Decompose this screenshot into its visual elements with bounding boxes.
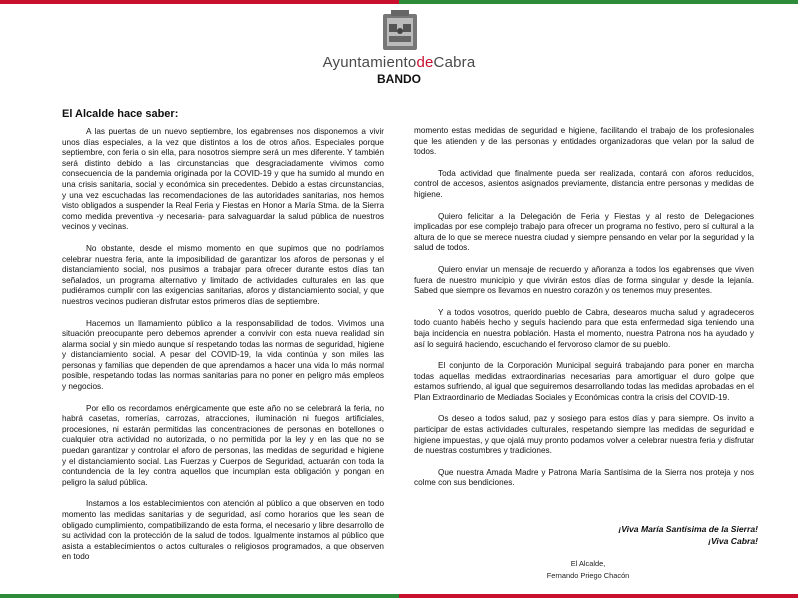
right-paragraph: Que nuestra Amada Madre y Patrona María Santísima de la Sierra nos proteja y nos colme con sus bendiciones.: [414, 467, 754, 488]
left-paragraph: Por ello os recordamos enérgicamente que este año no se celebrará la feria, no habrá casetas, romerías, carrozas, atracciones, iluminación ni fuegos artificiales, procesiones, ni estarán permitidas las concentraciones de personas en botellones o cualquier otra actividad no autorizada, o no permitida por la ley y en las que no se puedan garantizar y controlar el aforo de personas, las medidas de seguridad e higiene y el distanciamiento social. Las Fuerzas y Cuerpos de Seguridad, actuarán con toda la contundencia de la ley contra aquellos que incumplan esta obligación y pongan en peligro la salud pública.: [62, 403, 384, 487]
right-paragraph-continued: momento estas medidas de seguridad e higiene, facilitando el trabajo de los profesionales que les atienden y de las personas y entidades organizadoras que velan por la salud de todos.: [414, 126, 754, 157]
signature-block: [538, 558, 638, 582]
org-name-part2: de: [416, 54, 434, 71]
right-paragraph: Quiero felicitar a la Delegación de Feria y Fiestas y al resto de Delegaciones implicadas por ese complejo trabajo para ofrecer un programa no festivo, pero sí cultural a la altura de lo que se merece nuestra ciudad y siempre pensando en velar por la seguridad y la salud de todos.: [414, 211, 754, 253]
signature-role: El Alcalde,: [570, 559, 606, 568]
right-paragraph: Y a todos vosotros, querido pueblo de Cabra, desearos mucha salud y agradeceros todo cuanto habéis hecho y seguís haciendo para que esta enfermedad siga teniendo una baja incidencia en nuestra población. Hasta el momento, nuestra Patrona nos ha ayudado y así lo seguirá haciendo, escuchando el fervoroso clamor de su pueblo.: [414, 307, 754, 349]
top-flag-stripe: [0, 0, 798, 4]
heading: El Alcalde hace saber:: [62, 108, 179, 120]
right-paragraph: Quiero enviar un mensaje de recuerdo y añoranza a todos los egabrenses que viven fuera de nuestro municipio y que vivirán estos días de forma singular y desde la lejanía. Sabed que siempre os llevamos en nuestro corazón y os tenemos muy presentes.: [414, 264, 754, 296]
right-paragraph: Os deseo a todos salud, paz y sosiego para estos días y para siempre. Os invito a participar de estas actividades culturales, respetando siempre las medidas de seguridad e higiene impuestas, y que ojalá muy pronto podamos volver a celebrar nuestra feria y disfrutar de nuestras costumbres y tradiciones.: [414, 414, 754, 456]
signature-name: Fernando Priego Chacón: [546, 571, 630, 580]
left-paragraph: No obstante, desde el mismo momento en que supimos que no podríamos celebrar nuestra feria, ante la imposibilidad de garantizar los aforos de personas y el distanciamiento social, nos pusimos a trabajar para ofrecer durante estos días tan señalados, un programa alternativo y limitado de actividades culturales en las que pudiéramos cumplir con las exigencias sanitarias, aforos y distanciamiento social, y que nuestros vecinos pudieran disfrutar estos primeros días de septiembre.: [62, 243, 384, 306]
right-paragraph: Toda actividad que finalmente pueda ser realizada, contará con aforos reducidos, control de accesos, asientos asignados previamente, distancia entre personas y medidas de higiene.: [414, 168, 754, 199]
viva-line: ¡Viva María Santísima de la Sierra!: [618, 524, 758, 534]
left-paragraph: Hacemos un llamamiento público a la responsabilidad de todos. Vivimos una situación preocupante pero debemos aprender a convivir con esta nueva realidad sin alarma social y sin miedo aunque sí respetando todas las normas de seguridad, higiene y distanciamiento social. A pesar del COVID-19, la vida continúa y son miles las personas y familias que dependen de que aprendamos a hacer una vida lo más normal posible, respetando todas las normas sanitarias para no poner en peligro más empleos y negocios.: [62, 318, 384, 392]
right-paragraph: El conjunto de la Corporación Municipal seguirá trabajando para poner en marcha todas aquellas medidas extraordinarias necesarias para amortiguar el duro golpe que estamos sufriendo, al igual que seguiremos desarrollando todas las medidas aprobadas en el Plan Extraordinario de Mediadas Sociales y Económicas contra la crisis del COVID-19.: [414, 361, 754, 402]
coat-of-arms-icon: [377, 8, 423, 52]
doc-type: BANDO: [377, 72, 421, 86]
right-column: [414, 126, 754, 500]
bottom-flag-stripe: [0, 594, 798, 598]
left-paragraph: A las puertas de un nuevo septiembre, los egabrenses nos disponemos a vivir unos días especiales, a la vez que distintos a los de otros años. Especiales porque septiembre, con feria o sin ella, para nosotros siempre será un mes diferente. Y también será distinto debido a las circunstancias que desgraciadamente vivimos como consecuencia de la pandemia originada por la COVID-19 y que ha sumido al mundo en una crisis sanitaria, social y económica sin precedentes. Debido a estas circunstancias, y una vez escuchadas las recomendaciones de las autoridades sanitarias, nos hemos visto obligados a suspender la Real Feria y Fiestas en Honor a María Stma. de la Sierra como medida preventiva -y necesaria- para salvaguardar la salud pública de nuestros vecinos y vecinas.: [62, 127, 384, 232]
org-name-part1: Ayuntamiento: [322, 54, 417, 71]
org-name-part3: Cabra: [433, 54, 476, 71]
closing-vivas: [414, 523, 758, 547]
org-name: [0, 54, 798, 71]
viva-line: ¡Viva Cabra!: [708, 536, 758, 546]
left-column: [62, 127, 384, 574]
left-paragraph: Instamos a los establecimientos con atención al público a que observen en todo momento las medidas sanitarias y de seguridad, así como horarios que les sean de obligado cumplimiento, compatibilizando de esta forma, el necesario y libre desarrollo de su actividad con la protección de la salud de todos. Igualmente instamos al público que asista a establecimientos o actos culturales o religiosos programados, a que observen en todo: [62, 499, 384, 562]
